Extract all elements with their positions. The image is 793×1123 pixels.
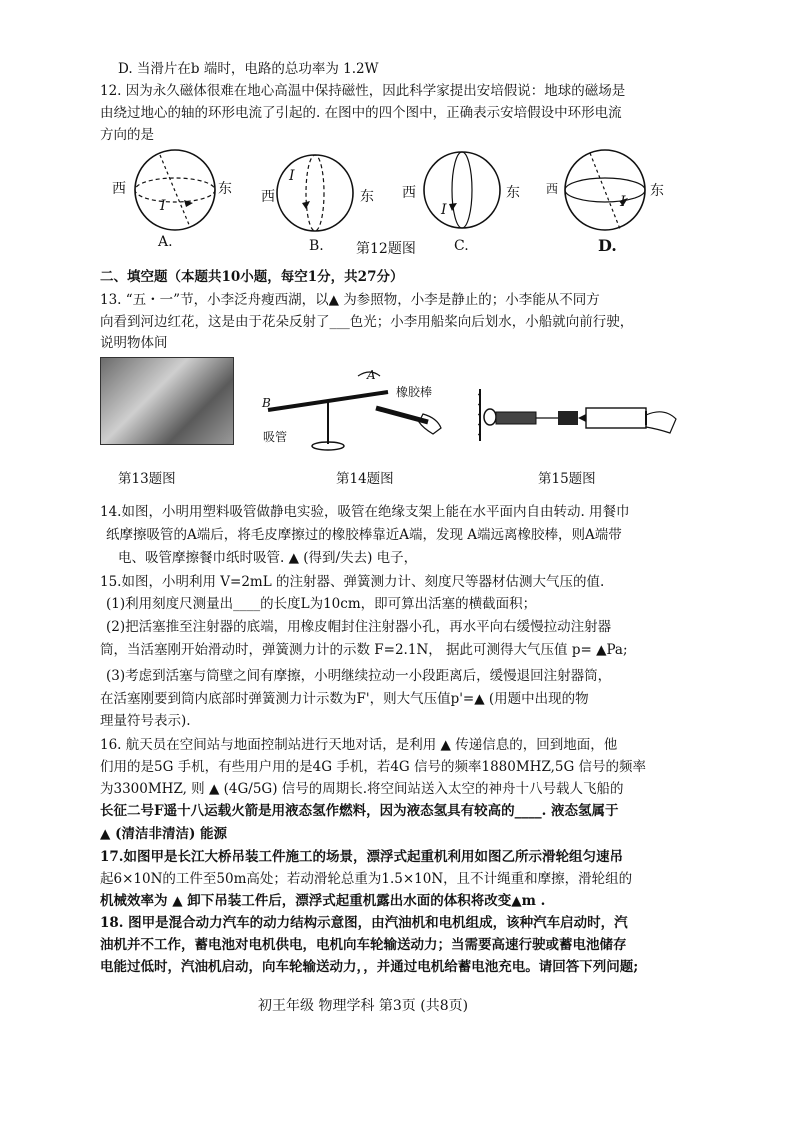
fig-d-west: 西 <box>546 182 559 196</box>
fig13-photo <box>100 357 234 445</box>
fig-a-current: I <box>160 198 166 214</box>
fig-c-option: C. <box>454 238 469 254</box>
fig-c-east: 东 <box>506 185 520 201</box>
fig15-caption: 第15题图 <box>538 471 596 487</box>
fig-b-current: I <box>289 168 295 184</box>
q15-line-5: (3)考虑到活塞与筒壁之间有摩擦，小明继续拉动一小段距离后，缓慢退回注射器筒， <box>106 668 612 684</box>
fig-d-option: D. <box>598 236 617 255</box>
q17-line-1: 17.如图甲是长江大桥吊装工件施工的场景，漂浮式起重机利用如图乙所示滑轮组匀速吊 <box>100 849 623 865</box>
q18-line-1: 18. 图甲是混合动力汽车的动力结构示意图，由汽油机和电机组成，该种汽车启动时，汽 <box>100 915 628 931</box>
fig-c-current: I <box>441 202 447 218</box>
q17-line-3: 机械效率为 ▲ 卸下吊装工件后，漂浮式起重机露出水面的体积将改变▲m . <box>100 893 546 909</box>
fig-d-current: I <box>620 194 626 210</box>
q12-line-1: 12. 因为永久磁体很难在地心高温中保持磁性，因此科学家提出安培假说：地球的磁场是 <box>100 83 626 99</box>
fig-b-option: B. <box>309 238 324 254</box>
fig14-label-b: B <box>262 396 271 410</box>
fig12-caption: 第12题图 <box>356 241 416 257</box>
q13-line-1: 13. “五・一”节，小李泛舟瘦西湖，以▲ 为参照物，小李是静止的；小李能从不同方 <box>100 292 600 308</box>
q16-line-4: 长征二号F遥十八运载火箭是用液态氢作燃料，因为液态氢具有较高的____. 液态氢属于 <box>100 803 619 819</box>
page-footer: 初王年级 物理学科 第3页 (共8页) <box>258 998 469 1014</box>
fig14-caption: 第14题图 <box>336 471 394 487</box>
q12-figure-c <box>424 152 500 228</box>
q12-figure-d <box>565 150 645 230</box>
fig-b-east: 东 <box>360 189 374 205</box>
fig-a-east: 东 <box>218 181 232 197</box>
q15-line-6: 在活塞刚要到筒内底部时弹簧测力计示数为F'，则大气压值p'=▲ (用题中出现的物 <box>100 691 589 707</box>
q12-figure-b <box>277 155 353 231</box>
fig-a-west: 西 <box>112 181 126 197</box>
q13-line-2: 向看到河边红花，这是由于花朵反射了___色光；小李用船桨向后划水，小船就向前行驶， <box>100 314 634 330</box>
q17-line-2: 起6×10N的工件至50m高处；若动滑轮总重为1.5×10N，且不计绳重和摩擦，滑轮组的 <box>100 871 633 887</box>
fig14-diagram <box>258 362 468 457</box>
q12-line-3: 方向的是 <box>100 127 154 143</box>
fig14-label-a: A <box>367 368 376 382</box>
fig14-label-straw: 吸管 <box>263 430 288 444</box>
section-heading: 二、填空题（本题共10小题，每空1分，共27分） <box>100 269 404 285</box>
q15-line-3: (2)把活塞推至注射器的底端，用橡皮帽封住注射器小孔，再水平向右缓慢拉动注射器 <box>106 619 612 635</box>
q14-line-2: 纸摩擦吸管的A端后，将毛皮摩擦过的橡胶棒靠近A端，发现 A端远离橡胶棒，则A端带 <box>106 527 622 543</box>
q15-line-1: 15.如图，小明利用 V=2mL 的注射器、弹簧测力计、刻度尺等器材估测大气压的值. <box>100 574 605 590</box>
q16-line-5: ▲ (清洁非清洁) 能源 <box>100 826 228 842</box>
q14-line-1: 14.如图，小明用塑料吸管做静电实验，吸管在绝缘支架上能在水平面内自由转动. 用餐巾 <box>100 504 630 520</box>
fig-d-east: 东 <box>650 183 664 199</box>
fig14-label-rod: 橡胶棒 <box>396 385 433 399</box>
fig15-diagram <box>478 385 688 445</box>
q18-line-2: 油机并不工作，蓄电池对电机供电，电机向车轮输送动力；当需要高速行驶或蓄电池储存 <box>100 937 627 953</box>
fig-b-west: 西 <box>261 189 275 205</box>
q11-option-d: D. 当滑片在b 端时，电路的总功率为 1.2W <box>118 61 379 77</box>
q12-figure-a <box>135 150 215 230</box>
fig-c-west: 西 <box>402 185 416 201</box>
q12-line-2: 由绕过地心的轴的环形电流了引起的. 在图中的四个图中，正确表示安培假设中环形电流 <box>100 105 622 121</box>
q16-line-2: 们用的是5G 手机，有些用户用的是4G 手机，若4G 信号的频率1880MHZ,5G 信号的频率 <box>100 759 647 775</box>
q18-line-3: 电能过低时，汽油机启动，向车轮输送动力，，并通过电机给蓄电池充电。请回答下列问题; <box>100 959 639 975</box>
fig-a-option: A. <box>158 234 173 250</box>
fig13-caption: 第13题图 <box>118 471 176 487</box>
q14-line-3: 电、吸管摩擦餐巾纸时吸管. ▲ (得到/失去) 电子， <box>118 550 418 566</box>
q16-line-1: 16. 航天员在空间站与地面控制站进行天地对话，是利用 ▲ 传递信息的，回到地面，他 <box>100 737 618 753</box>
q13-line-3: 说明物体间 <box>100 335 168 351</box>
q15-line-7: 理量符号表示). <box>100 713 191 729</box>
q15-line-2: (1)利用刻度尺测量出____的长度L为10cm，即可算出活塞的横截面积； <box>106 596 537 612</box>
q16-line-3: 为3300MHZ, 则 ▲ (4G/5G) 信号的周期长.将空间站送入太空的神舟十八号载人飞船的 <box>100 781 624 797</box>
q15-line-4: 筒，当活塞刚开始滑动时，弹簧测力计的示数 F=2.1N， 据此可测得大气压值 p= ▲Pa; <box>100 642 628 658</box>
